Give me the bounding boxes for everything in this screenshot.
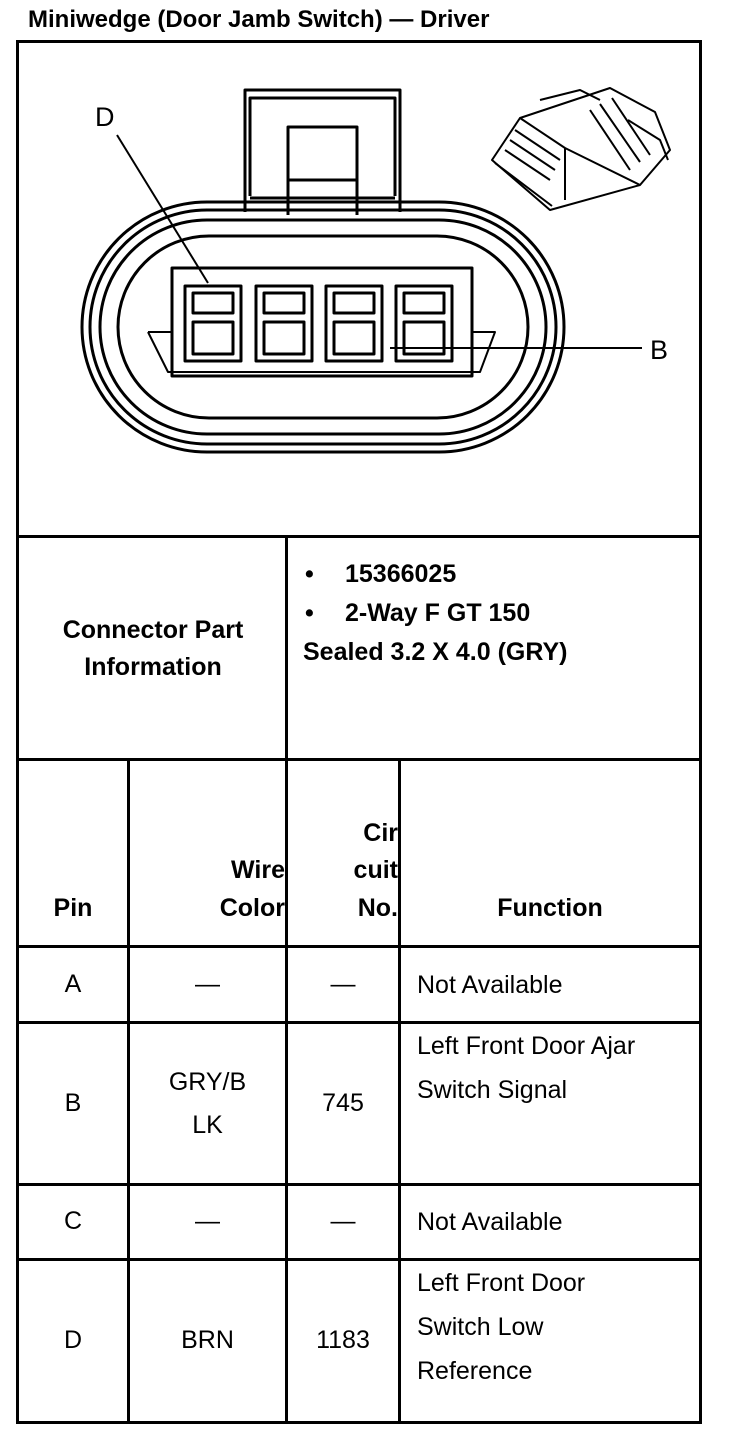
connector-type-continuation: Sealed 3.2 X 4.0 (GRY)	[303, 638, 568, 666]
pin-cell: D	[63, 1326, 83, 1355]
bullet-glyph: •	[305, 560, 314, 588]
connector-type-line	[303, 594, 567, 633]
connector-info-label-line1: Connector Part	[62, 615, 244, 644]
function-cell: Not Available	[417, 970, 563, 999]
circuit-cell: —	[330, 969, 356, 998]
part-number-line	[303, 555, 567, 594]
header-circuit-line2: cuit	[353, 856, 398, 884]
connector-body	[82, 202, 564, 452]
function-cell	[401, 1024, 699, 1183]
connector-info-details	[303, 555, 567, 672]
header-circuit-line1: Cir	[363, 818, 398, 847]
pin-cell: B	[64, 1088, 82, 1117]
wire-color-cell: —	[195, 969, 220, 998]
wire-color-line2: LK	[192, 1110, 223, 1139]
callout-leader-d	[117, 135, 208, 283]
pin-cell: A	[64, 969, 82, 998]
circuit-cell: 745	[322, 1088, 364, 1117]
header-function	[401, 761, 699, 945]
header-wire-color-line1: Wire	[231, 856, 285, 884]
function-line1: Left Front Door	[417, 1269, 586, 1297]
pin-cell: C	[63, 1207, 83, 1236]
callout-label-d: D	[95, 102, 115, 132]
header-pin	[19, 761, 127, 945]
wire-color-cell: BRN	[181, 1326, 234, 1355]
divider-info-vertical	[285, 535, 288, 761]
divider-diagram	[16, 535, 702, 538]
callout-label-b: B	[650, 335, 669, 365]
function-cell	[401, 1261, 699, 1421]
header-pin-text: Pin	[53, 893, 93, 922]
function-line2: Switch Low	[417, 1313, 544, 1341]
wire-color-cell: —	[195, 1207, 220, 1236]
header-function-text: Function	[497, 893, 603, 922]
header-wire-color	[130, 761, 285, 945]
function-line2: Switch Signal	[417, 1076, 568, 1104]
header-wire-color-line2: Color	[219, 893, 285, 922]
function-cell: Not Available	[417, 1208, 563, 1236]
connector-info-label-line2: Information	[84, 653, 222, 681]
connector-diagram	[19, 43, 699, 533]
function-line1: Left Front Door Ajar	[417, 1032, 636, 1060]
bullet-glyph: •	[305, 599, 314, 627]
wire-color-cell	[130, 1024, 285, 1183]
circuit-cell: —	[330, 1207, 356, 1236]
part-number: 15366025	[345, 560, 457, 588]
connector-thumbnail	[492, 88, 670, 210]
connector-info-label	[22, 540, 284, 758]
connector-latch	[245, 90, 400, 212]
function-line3: Reference	[417, 1357, 533, 1385]
wire-color-line1: GRY/B	[168, 1067, 247, 1096]
header-circuit-line3: No.	[357, 893, 398, 922]
connector-type: 2-Way F GT 150	[345, 599, 531, 627]
circuit-cell: 1183	[316, 1326, 370, 1355]
page-title: Miniwedge (Door Jamb Switch) — Driver	[28, 6, 490, 33]
header-circuit-no	[288, 761, 398, 945]
